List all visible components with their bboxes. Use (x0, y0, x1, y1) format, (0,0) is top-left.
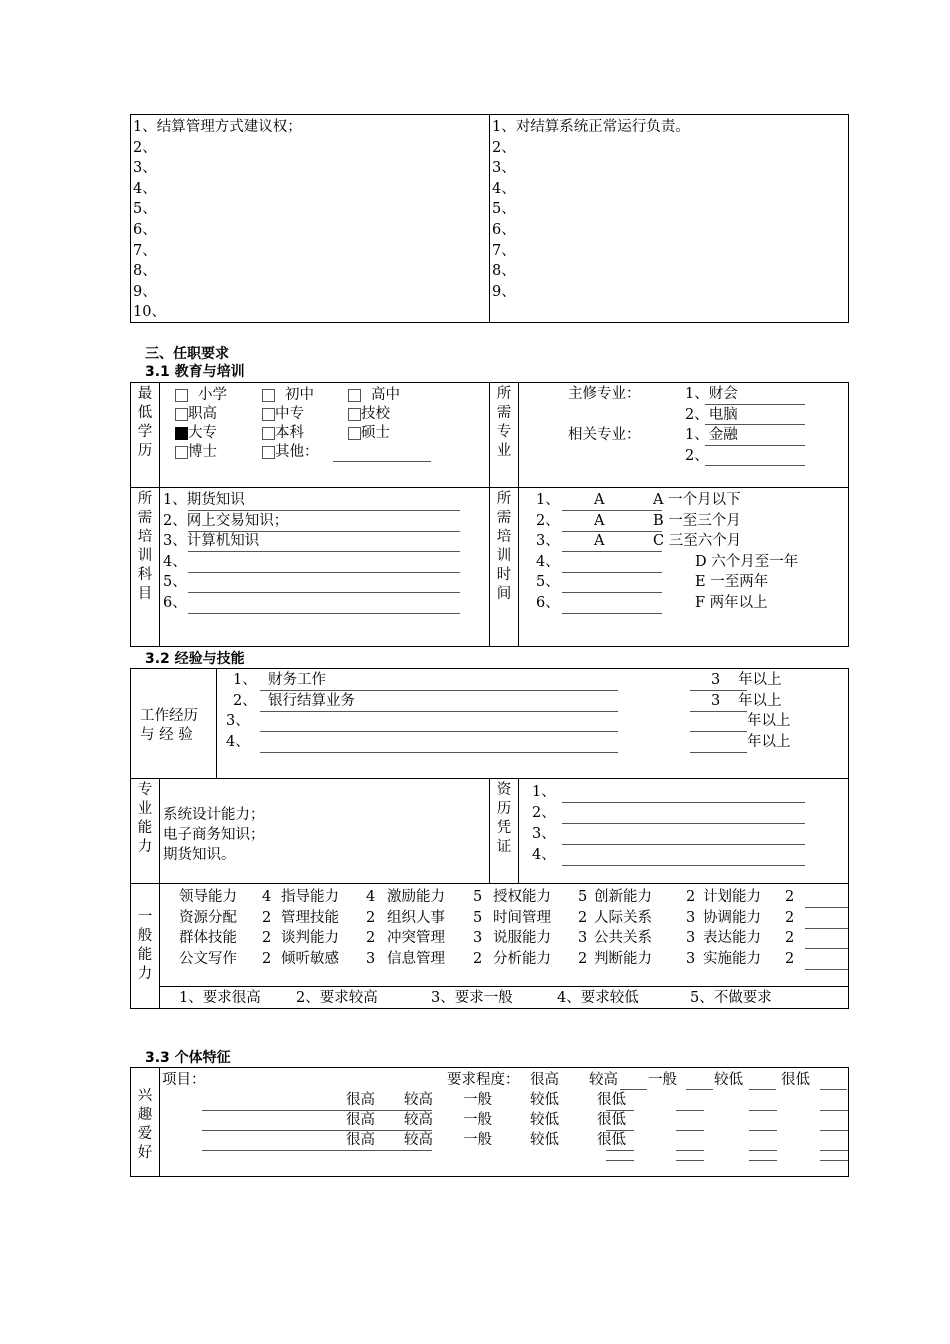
ability-level: 2 (262, 930, 272, 947)
training-subject: 6、 (163, 595, 187, 611)
education-checkbox[interactable] (348, 389, 361, 402)
ability-name: 公共关系 (594, 930, 652, 947)
ability-level: 2 (785, 909, 795, 926)
experience-unit: 年以上 (747, 713, 791, 730)
interest-level-line (676, 1130, 704, 1131)
training-legend-item: F 两年以上 (695, 595, 768, 611)
scale-item: 3、要求一般 (431, 990, 513, 1006)
min-education-label: 最 低 学 历 (137, 386, 153, 459)
experience-line (260, 752, 618, 753)
training-subject-line (188, 551, 460, 552)
interest-item-line (202, 1130, 432, 1131)
interest-level: 较低 (530, 1132, 559, 1148)
ability-level: 4 (366, 889, 376, 905)
training-time-value: A (594, 512, 605, 529)
interest-level: 很高 (346, 1132, 375, 1148)
right-item: 2、 (133, 139, 157, 156)
training-subjects-label: 所 需 培 训 科 目 (137, 491, 153, 602)
experience-num: 1、 (233, 672, 257, 688)
experience-unit: 年以上 (738, 672, 782, 688)
ability-level: 3 (578, 930, 588, 947)
training-time-num: 6、 (536, 595, 560, 611)
training-time-line (562, 551, 662, 552)
ability-name: 领导能力 (179, 889, 237, 905)
interest-level-header: 一般 (648, 1072, 677, 1088)
interest-level-line (606, 1150, 634, 1151)
ability-name: 激励能力 (387, 889, 445, 905)
main-major-1: 1、财会 (685, 386, 738, 402)
experience-line (260, 711, 618, 712)
edu-col-divider-2 (489, 382, 490, 647)
experience-years: 3 (711, 692, 721, 709)
ability-name: 判断能力 (594, 950, 652, 967)
ability-name: 分析能力 (493, 950, 551, 967)
ability-name: 冲突管理 (387, 930, 445, 947)
training-time-line (562, 613, 662, 614)
ability-level: 2 (366, 909, 376, 926)
education-checkbox[interactable] (348, 408, 361, 421)
education-checkbox[interactable] (175, 408, 188, 421)
interest-level: 很低 (597, 1112, 626, 1128)
right-item: 7、 (133, 242, 157, 259)
related-major-2: 2、 (685, 448, 709, 464)
interest-header-line (620, 1089, 647, 1090)
training-time-line (562, 510, 662, 511)
interest-level-header: 很低 (781, 1072, 810, 1088)
education-option-label: 高中 (371, 387, 400, 403)
ability-level: 3 (686, 909, 696, 926)
related-major-1-line (705, 445, 805, 446)
interest-level: 较低 (530, 1112, 559, 1128)
right-item: 4、 (133, 180, 157, 197)
experience-years-line (690, 752, 747, 753)
interest-level-line (606, 1160, 634, 1161)
credential-line (562, 802, 805, 803)
training-legend-item: B 一至三个月 (653, 512, 741, 529)
credential-item: 2、 (532, 805, 556, 821)
subsection-education-title: 3.1 教育与培训 (145, 364, 245, 380)
main-major-2-line (705, 424, 805, 425)
right-item: 9、 (133, 283, 157, 300)
edu-col-divider-3 (518, 382, 519, 647)
duty-item: 3、 (492, 160, 516, 177)
ability-level: 2 (785, 930, 795, 947)
right-item: 5、 (133, 201, 157, 218)
training-time-num: 2、 (536, 512, 560, 529)
scale-item: 5、不做要求 (690, 990, 772, 1006)
interest-level-line (820, 1150, 848, 1151)
experience-years-line (690, 711, 747, 712)
ability-level: 2 (366, 930, 376, 947)
education-checkbox[interactable] (175, 389, 188, 402)
education-checkbox[interactable] (262, 427, 275, 440)
ability-level: 3 (686, 930, 696, 947)
training-subject: 2、网上交易知识； (163, 512, 289, 529)
interest-level-line (820, 1110, 848, 1111)
interest-level: 较低 (530, 1092, 559, 1108)
training-legend-item: E 一至两年 (695, 574, 769, 591)
credentials-label: 资 历 凭 证 (496, 782, 512, 855)
ability-name: 信息管理 (387, 950, 445, 967)
ability-level: 3 (366, 950, 376, 967)
ability-name: 授权能力 (493, 889, 551, 905)
general-ability-label: 一 般 能 力 (137, 909, 153, 982)
education-option-label: 硕士 (361, 425, 390, 441)
training-subject: 1、期货知识 (163, 492, 245, 508)
credential-item: 3、 (532, 826, 556, 842)
ability-name: 公文写作 (179, 950, 237, 967)
scale-item: 1、要求很高 (179, 990, 261, 1006)
right-item: 3、 (133, 160, 157, 177)
scale-item: 2、要求较高 (296, 990, 378, 1006)
ability-name: 时间管理 (493, 909, 551, 926)
training-time-label: 所 需 培 训 时 间 (496, 491, 512, 602)
interest-level-line (676, 1110, 704, 1111)
prof-col-divider-2 (489, 778, 490, 883)
credential-line (562, 865, 805, 866)
ability-name: 倾听敏感 (281, 950, 339, 967)
credential-line (562, 823, 805, 824)
ability-name: 人际关系 (594, 909, 652, 926)
training-time-value: A (594, 533, 605, 550)
exp-row-divider-3 (159, 986, 849, 987)
ability-name: 资源分配 (179, 909, 237, 926)
interests-label: 兴 趣 爱 好 (137, 1088, 153, 1161)
authority-divider (489, 114, 490, 323)
interests-col-divider (159, 1067, 160, 1177)
education-option-label: 初中 (285, 387, 314, 403)
interest-item-line (202, 1110, 432, 1111)
interest-level-header: 较高 (589, 1072, 618, 1088)
interest-level-line (676, 1150, 704, 1151)
ability-name: 组织人事 (387, 909, 445, 926)
training-time-num: 1、 (536, 492, 560, 508)
interest-level: 较高 (404, 1112, 433, 1128)
prof-col-divider-1 (159, 778, 160, 1009)
duty-item: 9、 (492, 283, 516, 300)
right-item: 6、 (133, 222, 157, 238)
professional-ability-label: 专 业 能 力 (137, 782, 153, 855)
ability-name: 谈判能力 (281, 930, 339, 947)
ability-name: 指导能力 (281, 889, 339, 905)
education-option-label: 本科 (275, 425, 304, 441)
interest-level-line (820, 1130, 848, 1131)
education-option-label: 大专 (188, 425, 217, 441)
interest-level-line (676, 1160, 704, 1161)
experience-text: 银行结算业务 (268, 692, 355, 709)
professional-ability-item: 系统设计能力； (163, 807, 265, 823)
interest-level-header: 很高 (530, 1072, 559, 1088)
ability-line (805, 907, 848, 908)
ability-level: 4 (262, 889, 272, 905)
main-major-label: 主修专业： (568, 386, 641, 402)
education-option-label: 博士 (188, 444, 217, 460)
experience-text: 财务工作 (268, 672, 326, 688)
training-subject-line (188, 613, 460, 614)
interest-level: 很低 (597, 1132, 626, 1148)
scale-item: 4、要求较低 (557, 990, 639, 1006)
work-experience-label-2: 与 经 验 (140, 727, 193, 743)
duty-item: 1、对结算系统正常运行负责。 (492, 119, 690, 135)
duty-item: 2、 (492, 139, 516, 156)
ability-level: 3 (473, 930, 483, 947)
education-checkbox[interactable] (262, 408, 275, 421)
education-checkbox[interactable] (175, 427, 188, 440)
interest-level: 很高 (346, 1112, 375, 1128)
training-time-line (562, 531, 662, 532)
subsection-experience-title: 3.2 经验与技能 (145, 651, 245, 667)
training-time-line (562, 592, 662, 593)
exp-col-divider (216, 668, 217, 778)
ability-level: 5 (578, 889, 588, 905)
ability-name: 管理技能 (281, 909, 339, 926)
education-checkbox[interactable] (348, 427, 361, 440)
experience-unit: 年以上 (747, 733, 791, 750)
subsection-traits-title: 3.3 个体特征 (145, 1050, 231, 1066)
ability-name: 群体技能 (179, 930, 237, 947)
education-option-label: 技校 (361, 406, 390, 422)
ability-level: 2 (686, 889, 696, 905)
ability-name: 实施能力 (703, 950, 761, 967)
professional-ability-item: 期货知识。 (163, 847, 236, 863)
related-major-1: 1、金融 (685, 427, 738, 443)
edu-col-divider-1 (159, 382, 160, 647)
interest-level-line (749, 1110, 777, 1111)
training-subject: 3、计算机知识 (163, 533, 260, 550)
ability-level: 2 (578, 909, 588, 926)
right-item: 10、 (133, 304, 166, 321)
education-checkbox[interactable] (262, 446, 275, 459)
interest-level: 一般 (463, 1112, 492, 1128)
ability-level: 2 (785, 950, 795, 967)
ability-level: 2 (262, 909, 272, 926)
interest-level-line (749, 1160, 777, 1161)
ability-level: 5 (473, 909, 483, 926)
interest-item-line (202, 1150, 432, 1151)
duty-item: 8、 (492, 263, 516, 280)
work-experience-label: 工作经历 (140, 708, 198, 724)
education-checkbox[interactable] (262, 389, 275, 402)
training-time-num: 5、 (536, 574, 560, 591)
interest-header-line (820, 1089, 847, 1090)
experience-num: 3、 (226, 713, 250, 730)
education-checkbox[interactable] (175, 446, 188, 459)
interest-level: 较高 (404, 1132, 433, 1148)
exp-row-divider-2 (130, 883, 849, 884)
ability-line (805, 928, 848, 929)
ability-level: 2 (262, 950, 272, 967)
duty-item: 7、 (492, 242, 516, 259)
interest-header-line (686, 1089, 713, 1090)
experience-num: 4、 (226, 733, 250, 750)
training-time-num: 3、 (536, 533, 560, 550)
interest-level: 一般 (463, 1092, 492, 1108)
training-legend-item: C 三至六个月 (653, 533, 742, 550)
interest-level-line (820, 1160, 848, 1161)
section-title: 三、任职要求 (145, 346, 229, 362)
credential-item: 1、 (532, 784, 556, 800)
interest-level-line (749, 1130, 777, 1131)
ability-level: 2 (473, 950, 483, 967)
interest-level: 较高 (404, 1092, 433, 1108)
ability-name: 说服能力 (493, 930, 551, 947)
training-subject: 4、 (163, 553, 187, 570)
duty-item: 6、 (492, 222, 516, 238)
ability-name: 计划能力 (703, 889, 761, 905)
duty-item: 5、 (492, 201, 516, 218)
interest-level: 很高 (346, 1092, 375, 1108)
ability-name: 创新能力 (594, 889, 652, 905)
related-major-2-line (705, 465, 805, 466)
credential-line (562, 844, 805, 845)
interest-item-label: 项目： (162, 1072, 206, 1088)
other-edu-underline (333, 461, 431, 462)
main-major-1-line (705, 404, 805, 405)
ability-line (805, 948, 848, 949)
experience-line (260, 731, 618, 732)
training-subject-line (188, 572, 460, 573)
interest-level-line (749, 1150, 777, 1151)
experience-unit: 年以上 (738, 692, 782, 709)
right-item: 8、 (133, 263, 157, 280)
ability-level: 2 (785, 889, 795, 905)
ability-level: 5 (473, 889, 483, 905)
duty-item: 4、 (492, 180, 516, 197)
education-option-label: 小学 (198, 387, 227, 403)
training-legend-item: A 一个月以下 (653, 492, 741, 508)
main-major-2: 2、电脑 (685, 407, 738, 423)
interest-degree-label: 要求程度： (447, 1072, 520, 1088)
prof-col-divider-3 (518, 778, 519, 883)
training-legend-item: D 六个月至一年 (695, 553, 799, 570)
experience-num: 2、 (233, 692, 257, 709)
ability-line (805, 969, 848, 970)
training-subject-line (188, 592, 460, 593)
ability-name: 表达能力 (703, 930, 761, 947)
training-subject: 5、 (163, 574, 187, 591)
training-time-value: A (594, 492, 605, 508)
training-time-num: 4、 (536, 553, 560, 570)
related-major-label: 相关专业： (568, 427, 641, 443)
interest-level: 一般 (463, 1132, 492, 1148)
experience-years: 3 (711, 672, 721, 688)
education-option-label: 职高 (188, 406, 217, 422)
interest-level: 很低 (597, 1092, 626, 1108)
ability-level: 2 (578, 950, 588, 967)
credential-item: 4、 (532, 847, 556, 863)
interest-level-header: 较低 (714, 1072, 743, 1088)
ability-name: 协调能力 (703, 909, 761, 926)
education-option-label: 其他： (275, 444, 319, 460)
training-time-line (562, 572, 662, 573)
edu-row-divider (130, 487, 849, 488)
education-option-label: 中专 (275, 406, 304, 422)
experience-years-line (690, 731, 747, 732)
ability-level: 3 (686, 950, 696, 967)
right-item: 1、结算管理方式建议权； (133, 119, 302, 135)
interest-header-line (749, 1089, 776, 1090)
required-major-label: 所 需 专 业 (496, 386, 512, 459)
professional-ability-item: 电子商务知识； (163, 827, 265, 843)
